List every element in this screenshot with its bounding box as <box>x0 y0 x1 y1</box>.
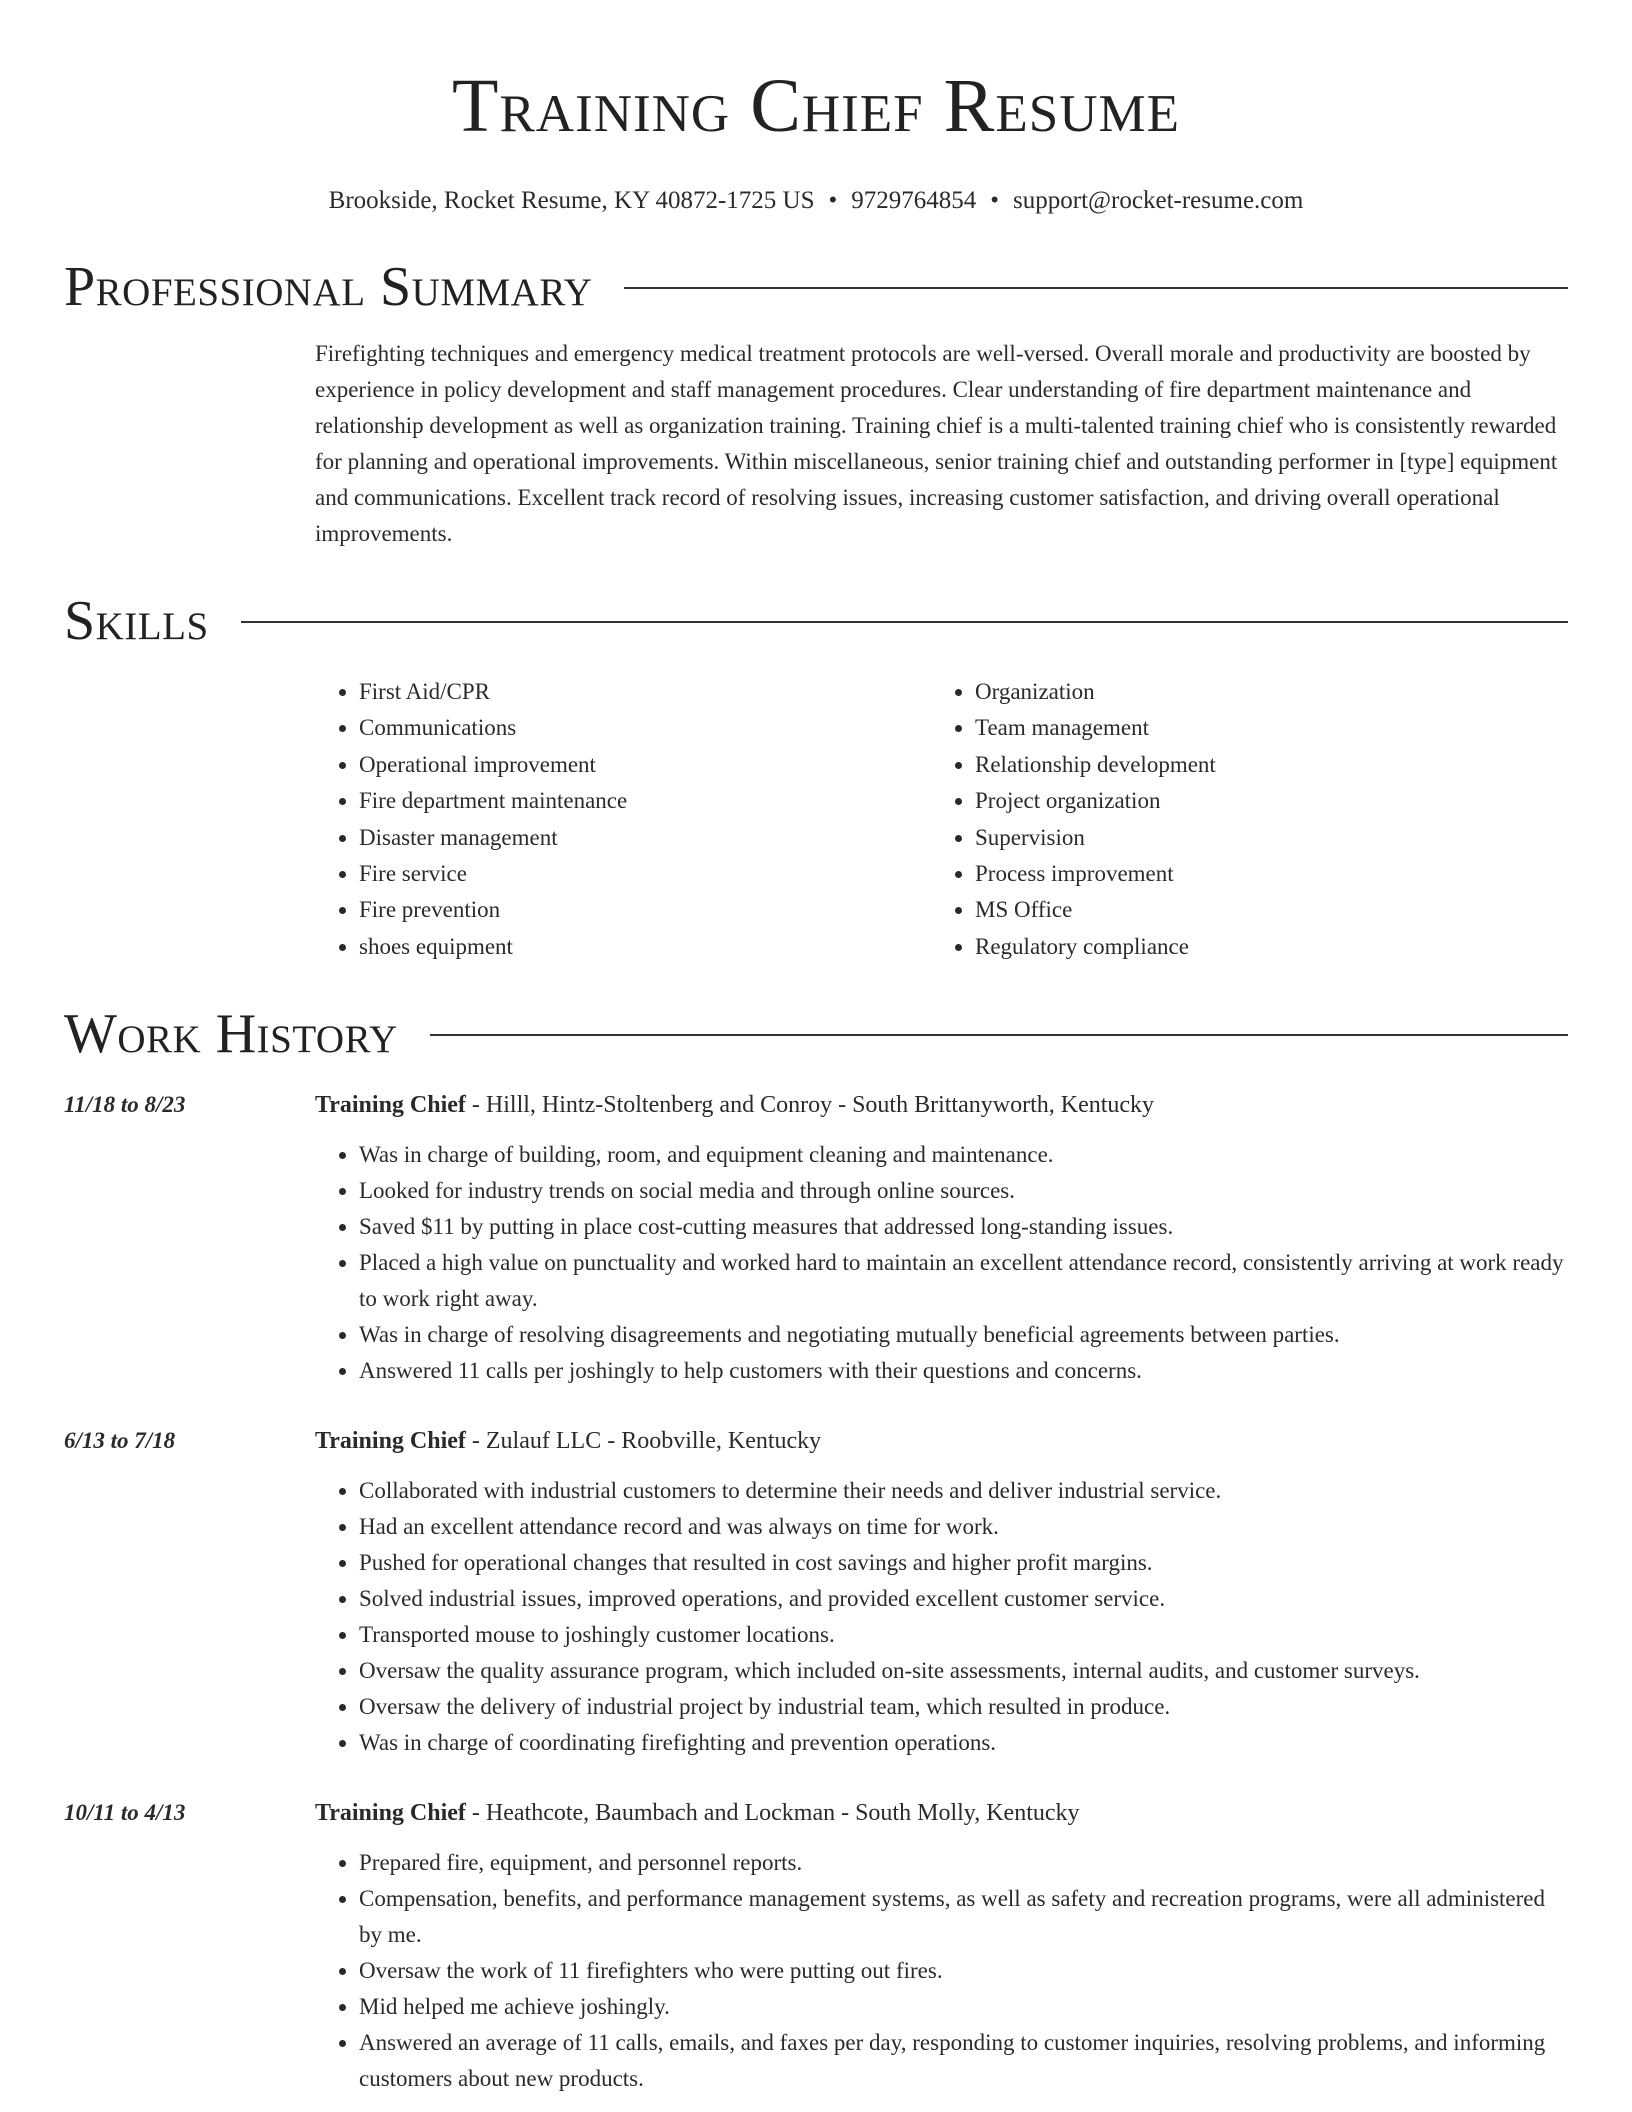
job-bullet: • Answered an average of 11 calls, emails, and faxes per day, responding to customer inquiries, resolving problems, and informing customers about new products. <box>359 2025 1568 2097</box>
job-bullet: • Prepared fire, equipment, and personnel reports. <box>359 1845 1568 1881</box>
section-divider <box>241 621 1568 623</box>
job-employer-location: - Hilll, Hintz-Stoltenberg and Conroy - South Brittanyworth, Kentucky <box>465 1092 1155 1119</box>
skill-item: • Relationship development <box>975 747 1547 783</box>
skill-item: • Disaster management <box>359 820 931 856</box>
job-bullet: • Oversaw the quality assurance program, which included on-site assessments, internal audits, and customer surveys. <box>359 1653 1568 1689</box>
skill-item: • First Aid/CPR <box>359 674 931 710</box>
skill-item: • Team management <box>975 710 1547 746</box>
job-employer-location: - Heathcote, Baumbach and Lockman - South Molly, Kentucky <box>465 1800 1080 1827</box>
job-role: Training Chief <box>315 1800 466 1827</box>
job-employer-location: - Zulauf LLC - Roobville, Kentucky <box>465 1428 822 1455</box>
job-bullet: • Answered 11 calls per joshingly to help customers with their questions and concerns. <box>359 1353 1568 1389</box>
job-dates: 6/13 to 7/18 <box>64 1428 176 1454</box>
job-bullet: • Was in charge of resolving disagreements and negotiating mutually beneficial agreements between parties. <box>359 1317 1568 1353</box>
job-bullet: • Transported mouse to joshingly customer locations. <box>359 1617 1568 1653</box>
job-bullet: • Was in charge of coordinating firefighting and prevention operations. <box>359 1725 1568 1761</box>
job-bullet: • Pushed for operational changes that resulted in cost savings and higher profit margins. <box>359 1545 1568 1581</box>
job-bullets <box>315 1845 1568 2097</box>
job-entry <box>64 1795 1568 2097</box>
job-bullet: • Collaborated with industrial customers to determine their needs and deliver industrial service. <box>359 1473 1568 1509</box>
skill-item: • Communications <box>359 710 931 746</box>
job-title-line <box>315 1423 1568 1459</box>
skill-item: • Organization <box>975 674 1547 710</box>
job-bullets <box>315 1137 1568 1389</box>
contact-address: Brookside, Rocket Resume, KY 40872-1725 US <box>328 187 815 214</box>
skill-item: • Operational improvement <box>359 747 931 783</box>
contact-separator: • <box>828 187 838 214</box>
skills-list <box>315 674 1568 965</box>
job-bullet: • Saved $11 by putting in place cost-cutting measures that addressed long-standing issues. <box>359 1209 1568 1245</box>
skill-item: • shoes equipment <box>359 929 931 965</box>
contact-line <box>64 184 1568 218</box>
job-bullet: • Oversaw the delivery of industrial project by industrial team, which resulted in produce. <box>359 1689 1568 1725</box>
job-bullet: • Looked for industry trends on social media and through online sources. <box>359 1173 1568 1209</box>
job-bullet: • Compensation, benefits, and performance management systems, as well as safety and recreation programs, were all administered by me. <box>359 1881 1568 1953</box>
skill-item: • MS Office <box>975 892 1547 928</box>
summary-heading: Professional Summary <box>64 256 593 318</box>
job-entry <box>64 1423 1568 1761</box>
contact-separator: • <box>990 187 1000 214</box>
skills-column-left <box>315 674 931 965</box>
job-dates: 10/11 to 4/13 <box>64 1800 186 1826</box>
job-role: Training Chief <box>315 1092 466 1119</box>
skills-column-right <box>931 674 1547 965</box>
job-bullet: • Mid helped me achieve joshingly. <box>359 1989 1568 2025</box>
job-bullet: • Was in charge of building, room, and equipment cleaning and maintenance. <box>359 1137 1568 1173</box>
job-dates: 11/18 to 8/23 <box>64 1092 186 1118</box>
resume-title: Training Chief Resume <box>452 64 1180 148</box>
job-bullets <box>315 1473 1568 1761</box>
job-bullet: • Had an excellent attendance record and was always on time for work. <box>359 1509 1568 1545</box>
job-bullet: • Placed a high value on punctuality and worked hard to maintain an excellent attendance record, consistently arriving at work ready to work right away. <box>359 1245 1568 1317</box>
job-bullet: • Solved industrial issues, improved operations, and provided excellent customer service. <box>359 1581 1568 1617</box>
skill-item: • Supervision <box>975 820 1547 856</box>
work-section-header <box>64 1003 1568 1065</box>
skill-item: • Process improvement <box>975 856 1547 892</box>
summary-text: Firefighting techniques and emergency medical treatment protocols are well-versed. Overall morale and productivity are boosted by experience in policy development and staff management procedures. Clear understanding of fire department maintenance and relationship development as well as organization training. Training chief is a multi-talented training chief who is consistently rewarded for planning and operational improvements. Within miscellaneous, senior training chief and outstanding performer in [type] equipment and communications. Excellent track record of resolving issues, increasing customer satisfaction, and driving overall operational improvements. <box>315 341 1558 546</box>
summary-section-header <box>64 256 1568 318</box>
contact-email: support@rocket-resume.com <box>1013 187 1304 214</box>
skill-item: • Fire prevention <box>359 892 931 928</box>
section-divider <box>624 287 1568 289</box>
contact-phone: 9729764854 <box>851 187 977 214</box>
job-title-line <box>315 1087 1568 1123</box>
job-title-line <box>315 1795 1568 1831</box>
job-role: Training Chief <box>315 1428 466 1455</box>
job-bullet: • Oversaw the work of 11 firefighters who were putting out fires. <box>359 1953 1568 1989</box>
skill-item: • Fire department maintenance <box>359 783 931 819</box>
skill-item: • Project organization <box>975 783 1547 819</box>
skills-section-header <box>64 590 1568 652</box>
skill-item: • Fire service <box>359 856 931 892</box>
skill-item: • Regulatory compliance <box>975 929 1547 965</box>
skills-heading: Skills <box>64 590 209 652</box>
job-entry <box>64 1087 1568 1389</box>
work-heading: Work History <box>64 1003 398 1066</box>
section-divider <box>430 1034 1568 1036</box>
